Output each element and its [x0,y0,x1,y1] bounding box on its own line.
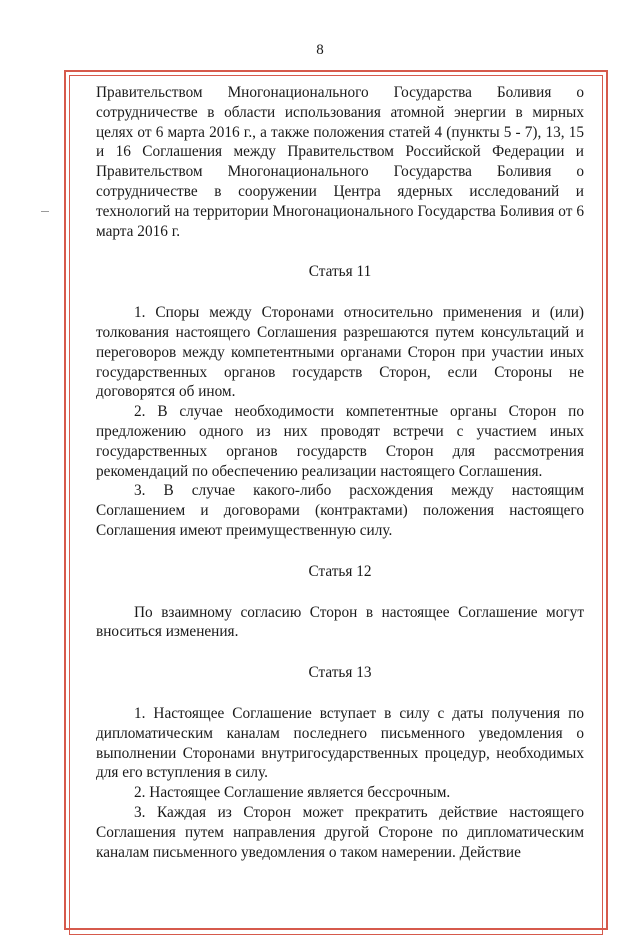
article-12-paragraph-1: По взаимному согласию Сторон в настоящее Соглашение могут вноситься изменения. [96,603,584,641]
article-13-paragraph-3: 3. Каждая из Сторон может прекратить действие настоящего Соглашения путем направления другой Стороне по дипломатическим каналам письменного уведомления о таком намерении. Действие [96,803,584,861]
page-number: 8 [316,42,324,58]
article-11-heading: Статья 11 [308,263,372,281]
article-11-paragraph-1: 1. Споры между Сторонами относительно применения и (или) толкования настоящего Соглашения разрешаются путем консультаций и переговоров между компетентными органами Сторон при участии иных государственных органов государств Сторон, если Стороны не договорятся об ином. [96,304,584,401]
article-12-heading: Статья 12 [308,562,372,580]
intro-paragraph: Правительством Многонационального Государства Боливия о сотрудничестве в области использования атомной энергии в мирных целях от 6 марта 2016 г., а также положения статей 4 (пункты 5 - 7), 13, 15 и 16 Соглашения между Правительством Российской Федерации и Правительством Многонационального Государства Боливия о сотрудничестве в сооружении Центра ядерных исследований и технологий на территории Многонационального Государства Боливия от 6 марта 2016 г. [96,84,584,240]
article-13-paragraph-2: 2. Настоящее Соглашение является бессрочным. [134,784,451,802]
article-13-paragraph-1: 1. Настоящее Соглашение вступает в силу с даты получения по дипломатическим каналам последнего письменного уведомления о выполнении Сторонами внутригосударственных процедур, необходимых для его вступления в силу. [96,704,584,782]
article-11-paragraph-3: 3. В случае какого-либо расхождения между настоящим Соглашением и договорами (контрактами) положения настоящего Соглашения имеют преимущественную силу. [96,482,584,539]
article-11-paragraph-2: 2. В случае необходимости компетентные органы Сторон по предложению одного из них проводят встречи с участием иных государственных органов государств Сторон для рассмотрения рекомендаций по обеспечению реализации настоящего Соглашения. [96,403,584,480]
document-body [96,83,584,862]
margin-mark [41,211,49,212]
article-13-heading: Статья 13 [308,664,372,682]
